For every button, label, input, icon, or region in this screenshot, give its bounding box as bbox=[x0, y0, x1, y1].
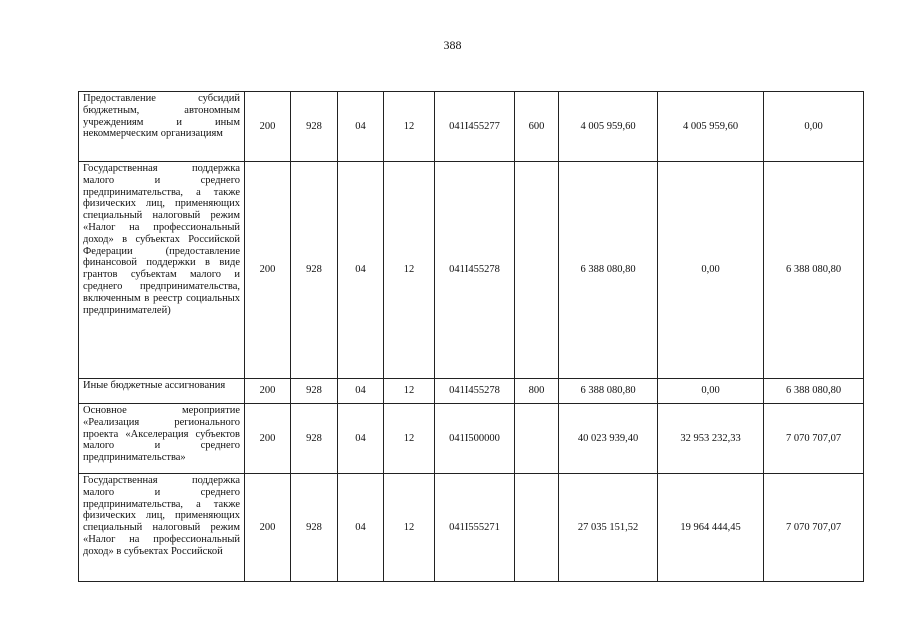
cell-sum3: 7 070 707,07 bbox=[764, 474, 864, 582]
cell-sum2: 32 953 232,33 bbox=[658, 404, 764, 474]
cell-col5: 12 bbox=[384, 474, 435, 582]
cell-col5: 12 bbox=[384, 92, 435, 162]
cell-col3: 928 bbox=[291, 162, 338, 379]
cell-sum1: 4 005 959,60 bbox=[559, 92, 658, 162]
row-name: Основное мероприятие «Реализация регионального проекта «Акселерация субъектов малого и среднего предпринимательства» bbox=[79, 404, 245, 474]
row-name: Государственная поддержка малого и среднего предпринимательства, а также физических лиц, применяющих специальный налоговый режим «Налог на профессиональный доход» в субъектах Российской bbox=[79, 474, 245, 582]
cell-sum2: 19 964 444,45 bbox=[658, 474, 764, 582]
cell-type bbox=[515, 162, 559, 379]
cell-col3: 928 bbox=[291, 379, 338, 404]
cell-type: 600 bbox=[515, 92, 559, 162]
cell-col5: 12 bbox=[384, 404, 435, 474]
cell-type: 800 bbox=[515, 379, 559, 404]
cell-code: 041I500000 bbox=[435, 404, 515, 474]
cell-col5: 12 bbox=[384, 379, 435, 404]
cell-col4: 04 bbox=[338, 162, 384, 379]
cell-col4: 04 bbox=[338, 404, 384, 474]
table-row bbox=[79, 379, 864, 404]
cell-col3: 928 bbox=[291, 474, 338, 582]
cell-col2: 200 bbox=[245, 474, 291, 582]
cell-sum2: 0,00 bbox=[658, 162, 764, 379]
table-row bbox=[79, 474, 864, 582]
cell-col5: 12 bbox=[384, 162, 435, 379]
cell-code: 041I455277 bbox=[435, 92, 515, 162]
cell-code: 041I455278 bbox=[435, 379, 515, 404]
cell-type bbox=[515, 404, 559, 474]
cell-col2: 200 bbox=[245, 404, 291, 474]
table-row bbox=[79, 92, 864, 162]
cell-col2: 200 bbox=[245, 92, 291, 162]
cell-code: 041I455278 bbox=[435, 162, 515, 379]
page-number: 388 bbox=[443, 38, 462, 52]
cell-col3: 928 bbox=[291, 92, 338, 162]
cell-type bbox=[515, 474, 559, 582]
cell-col4: 04 bbox=[338, 379, 384, 404]
cell-sum1: 40 023 939,40 bbox=[559, 404, 658, 474]
cell-sum3: 0,00 bbox=[764, 92, 864, 162]
cell-sum3: 6 388 080,80 bbox=[764, 162, 864, 379]
cell-code: 041I555271 bbox=[435, 474, 515, 582]
cell-col2: 200 bbox=[245, 162, 291, 379]
row-name: Иные бюджетные ассигнования bbox=[79, 379, 245, 404]
cell-sum1: 6 388 080,80 bbox=[559, 162, 658, 379]
cell-sum2: 0,00 bbox=[658, 379, 764, 404]
budget-table bbox=[78, 91, 864, 582]
table-row bbox=[79, 162, 864, 379]
cell-col2: 200 bbox=[245, 379, 291, 404]
cell-sum1: 6 388 080,80 bbox=[559, 379, 658, 404]
table-row bbox=[79, 404, 864, 474]
row-name: Государственная поддержка малого и среднего предпринимательства, а также физических лиц, применяющих специальный налоговый режим «Налог на профессиональный доход» в субъектах Российской Федерации (предоставление финансовой поддержки в виде грантов субъектам малого и среднего предпринимательства, включенным в реестр социальных предпринимателей) bbox=[79, 162, 245, 379]
row-name: Предоставление субсидий бюджетным, автономным учреждениям и иным некоммерческим организациям bbox=[79, 92, 245, 162]
cell-sum3: 7 070 707,07 bbox=[764, 404, 864, 474]
cell-sum1: 27 035 151,52 bbox=[559, 474, 658, 582]
cell-col3: 928 bbox=[291, 404, 338, 474]
cell-sum3: 6 388 080,80 bbox=[764, 379, 864, 404]
cell-sum2: 4 005 959,60 bbox=[658, 92, 764, 162]
cell-col4: 04 bbox=[338, 474, 384, 582]
cell-col4: 04 bbox=[338, 92, 384, 162]
